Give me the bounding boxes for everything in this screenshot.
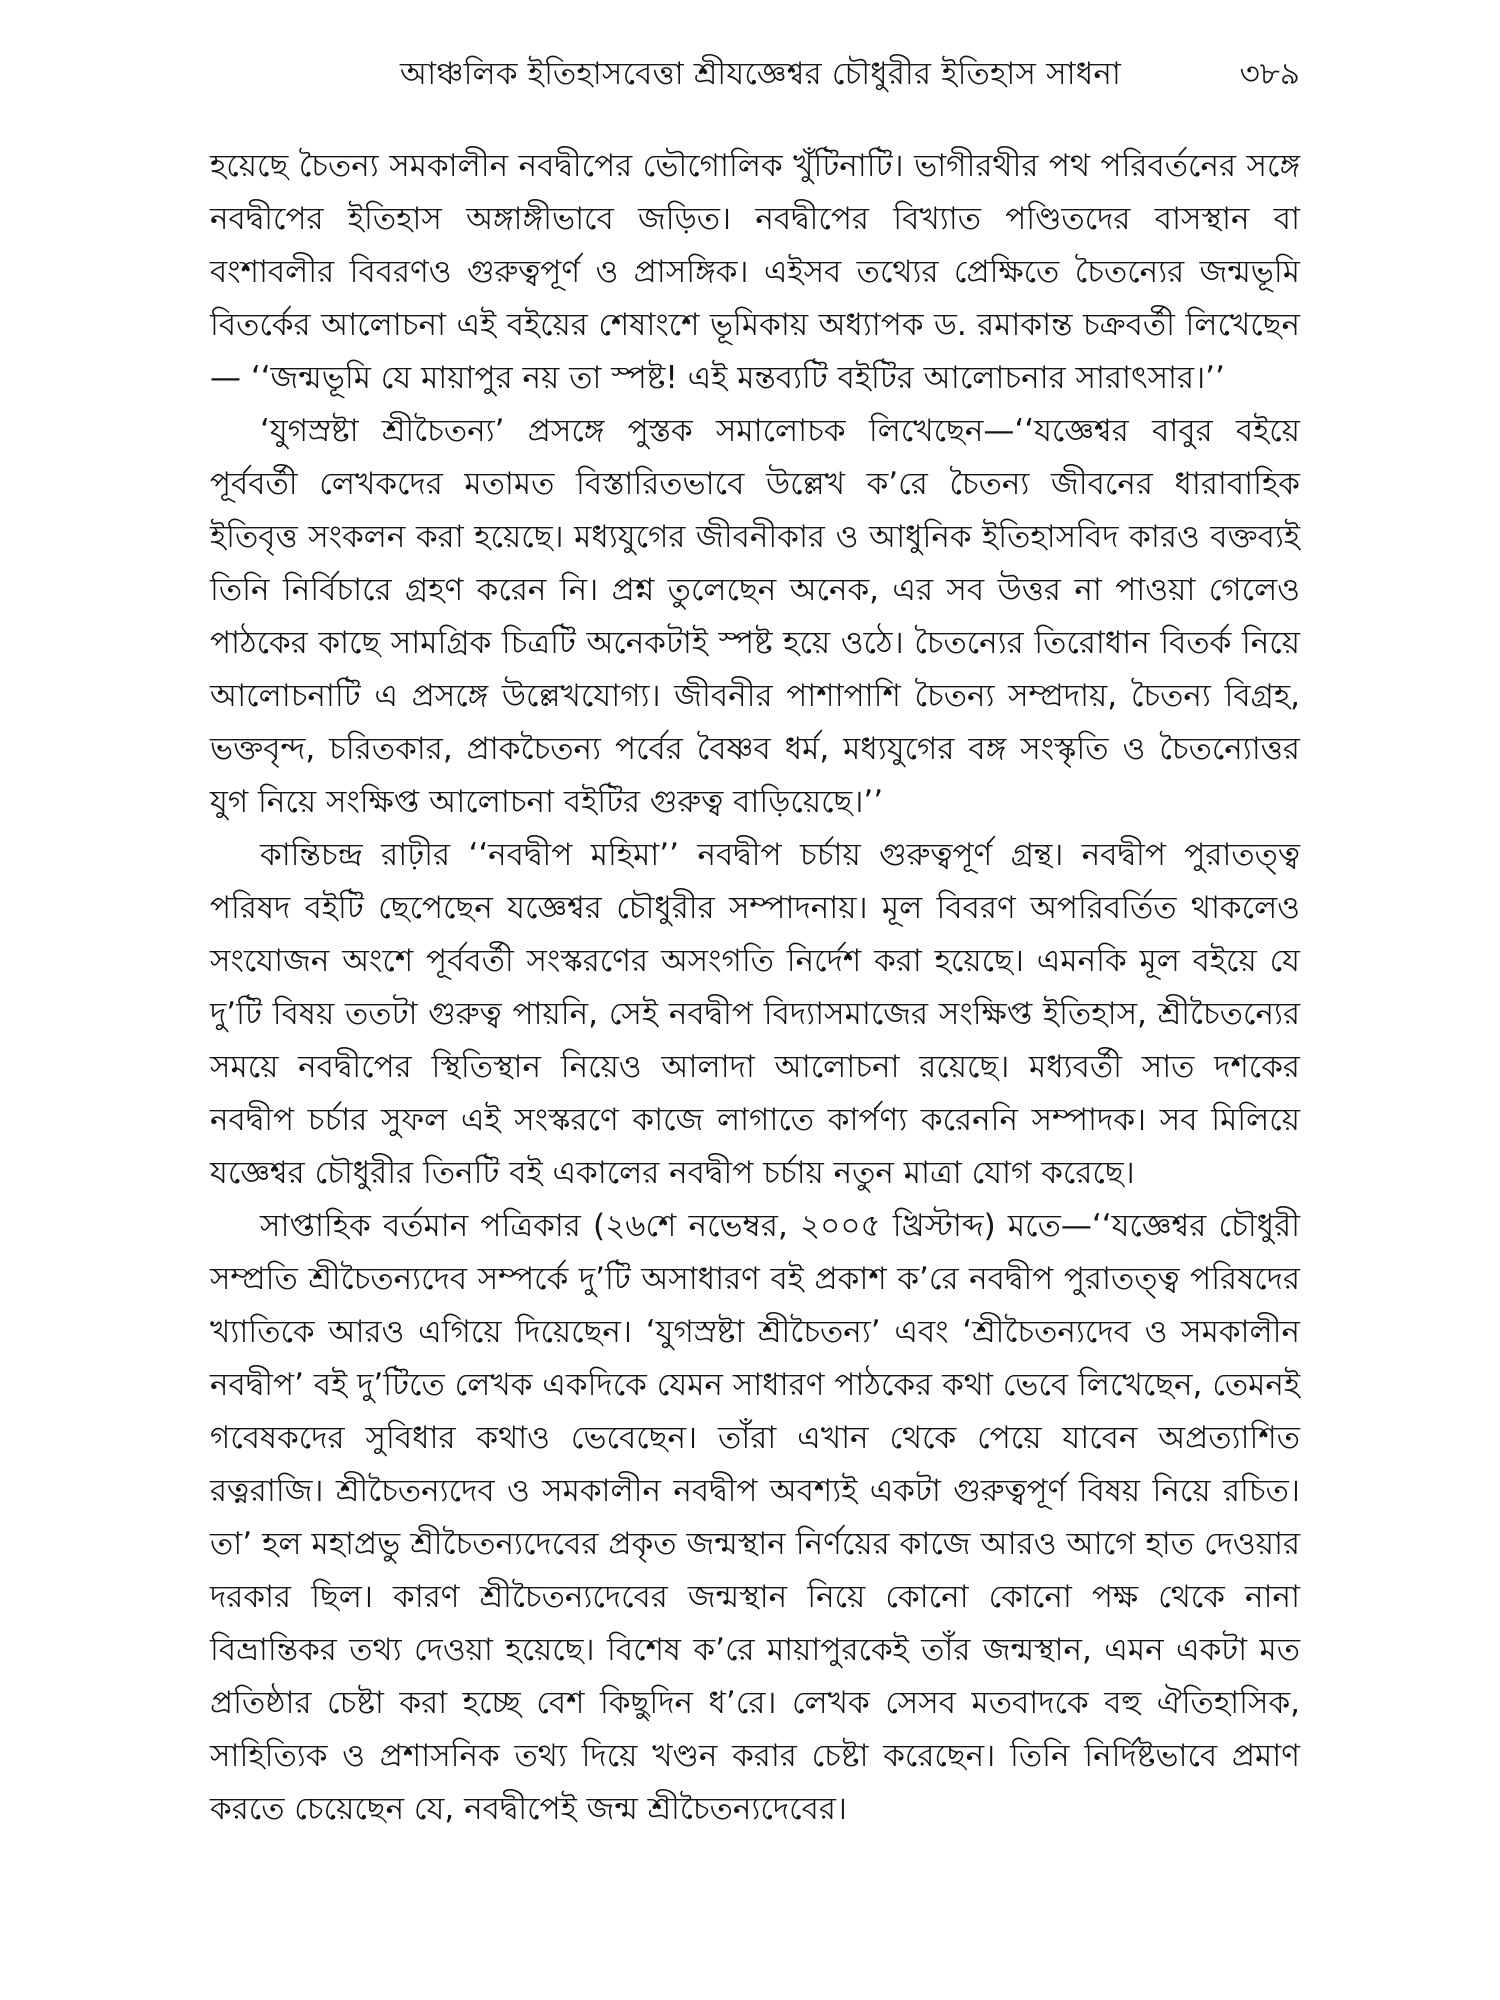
paragraph-nabadwip-mahima: কান্তিচন্দ্র রাঢ়ীর ‘‘নবদ্বীপ মহিমা’’ নবদ্বীপ চর্চায় গুরুত্বপূর্ণ গ্রন্থ। নবদ্বীপ পুরাতত্ত্ব পরিষদ বইটি ছেপেছেন যজ্ঞেশ্বর চৌধুরীর সম্পাদনায়। মূল বিবরণ অপরিবর্তিত থাকলেও সংযোজন অংশে পূর্ববর্তী সংস্করণের অসংগতি নির্দেশ করা হয়েছে। এমনকি মূল বইয়ে যে দু’টি বিষয় ততটা গুরুত্ব পায়নি, সেই নবদ্বীপ বিদ্যাসমাজের সংক্ষিপ্ত ইতিহাস, শ্রীচৈতন্যের সময়ে নবদ্বীপের স্থিতিস্থান নিয়েও আলাদা আলোচনা রয়েছে। মধ্যবর্তী সাত দশকের নবদ্বীপ চর্চার সুফল এই সংস্করণে কাজে লাগাতে কার্পণ্য করেননি সম্পাদক। সব মিলিয়ে যজ্ঞেশ্বর চৌধুরীর তিনটি বই একালের নবদ্বীপ চর্চায় নতুন মাত্রা যোগ করেছে।	[210, 837, 1300, 1191]
running-title: আঞ্চলিক ইতিহাসবেত্তা শ্রীযজ্ঞেশ্বর চৌধুরীর ইতিহাস সাধনা	[400, 56, 1122, 92]
paragraph-bartaman-review: সাপ্তাহিক বর্তমান পত্রিকার (২৬শে নভেম্বর, ২০০৫ খ্রিস্টাব্দ) মতে—‘‘যজ্ঞেশ্বর চৌধুরী সম্প্রতি শ্রীচৈতন্যদেব সম্পর্কে দু’টি অসাধারণ বই প্রকাশ ক’রে নবদ্বীপ পুরাতত্ত্ব পরিষদের খ্যাতিকে আরও এগিয়ে দিয়েছেন। ‘যুগস্রষ্টা শ্রীচৈতন্য’ এবং ‘শ্রীচৈতন্যদেব ও সমকালীন নবদ্বীপ’ বই দু’টিতে লেখক একদিকে যেমন সাধারণ পাঠকের কথা ভেবে লিখেছেন, তেমনই গবেষকদের সুবিধার কথাও ভেবেছেন। তাঁরা এখান থেকে পেয়ে যাবেন অপ্রত্যাশিত রত্নরাজি। শ্রীচৈতন্যদেব ও সমকালীন নবদ্বীপ অবশ্যই একটা গুরুত্বপূর্ণ বিষয় নিয়ে রচিত। তা’ হল মহাপ্রভু শ্রীচৈতন্যদেবের প্রকৃত জন্মস্থান নির্ণয়ের কাজে আরও আগে হাত দেওয়ার দরকার ছিল। কারণ শ্রীচৈতন্যদেবের জন্মস্থান নিয়ে কোনো কোনো পক্ষ থেকে নানা বিভ্রান্তিকর তথ্য দেওয়া হয়েছে। বিশেষ ক’রে মায়াপুরকেই তাঁর জন্মস্থান, এমন একটা মত প্রতিষ্ঠার চেষ্টা করা হচ্ছে বেশ কিছুদিন ধ’রে। লেখক সেসব মতবাদকে বহু ঐতিহাসিক, সাহিত্যিক ও প্রশাসনিক তথ্য দিয়ে খণ্ডন করার চেষ্টা করেছেন। তিনি নির্দিষ্টভাবে প্রমাণ করতে চেয়েছেন যে, নবদ্বীপেই জন্ম শ্রীচৈতন্যদেবের।	[210, 1208, 1300, 1827]
page-number: ৩৮৯	[1239, 56, 1300, 92]
running-header	[210, 44, 1300, 104]
paragraph-continued: হয়েছে চৈতন্য সমকালীন নবদ্বীপের ভৌগোলিক খুঁটিনাটি। ভাগীরথীর পথ পরিবর্তনের সঙ্গে নবদ্বীপের ইতিহাস অঙ্গাঙ্গীভাবে জড়িত। নবদ্বীপের বিখ্যাত পণ্ডিতদের বাসস্থান বা বংশাবলীর বিবরণও গুরুত্বপূর্ণ ও প্রাসঙ্গিক। এইসব তথ্যের প্রেক্ষিতে চৈতন্যের জন্মভূমি বিতর্কের আলোচনা এই বইয়ের শেষাংশে ভূমিকায় অধ্যাপক ড. রমাকান্ত চক্রবর্তী লিখেছেন— ‘‘জন্মভূমি যে মায়াপুর নয় তা স্পষ্ট! এই মন্তব্যটি বইটির আলোচনার সারাৎসার।’’	[210, 148, 1300, 396]
paragraph-jugasrashta-review: ‘যুগস্রষ্টা শ্রীচৈতন্য’ প্রসঙ্গে পুস্তক সমালোচক লিখেছেন—‘‘যজ্ঞেশ্বর বাবুর বইয়ে পূর্ববর্তী লেখকদের মতামত বিস্তারিতভাবে উল্লেখ ক’রে চৈতন্য জীবনের ধারাবাহিক ইতিবৃত্ত সংকলন করা হয়েছে। মধ্যযুগের জীবনীকার ও আধুনিক ইতিহাসবিদ কারও বক্তব্যই তিনি নির্বিচারে গ্রহণ করেন নি। প্রশ্ন তুলেছেন অনেক, এর সব উত্তর না পাওয়া গেলেও পাঠকের কাছে সামগ্রিক চিত্রটি অনেকটাই স্পষ্ট হয়ে ওঠে। চৈতন্যের তিরোধান বিতর্ক নিয়ে আলোচনাটি এ প্রসঙ্গে উল্লেখযোগ্য। জীবনীর পাশাপাশি চৈতন্য সম্প্রদায়, চৈতন্য বিগ্রহ, ভক্তবৃন্দ, চরিতকার, প্রাকচৈতন্য পর্বের বৈষ্ণব ধর্ম, মধ্যযুগের বঙ্গ সংস্কৃতি ও চৈতন্যোত্তর যুগ নিয়ে সংক্ষিপ্ত আলোচনা বইটির গুরুত্ব বাড়িয়েছে।’’	[210, 413, 1300, 820]
body-text	[210, 140, 1300, 1960]
